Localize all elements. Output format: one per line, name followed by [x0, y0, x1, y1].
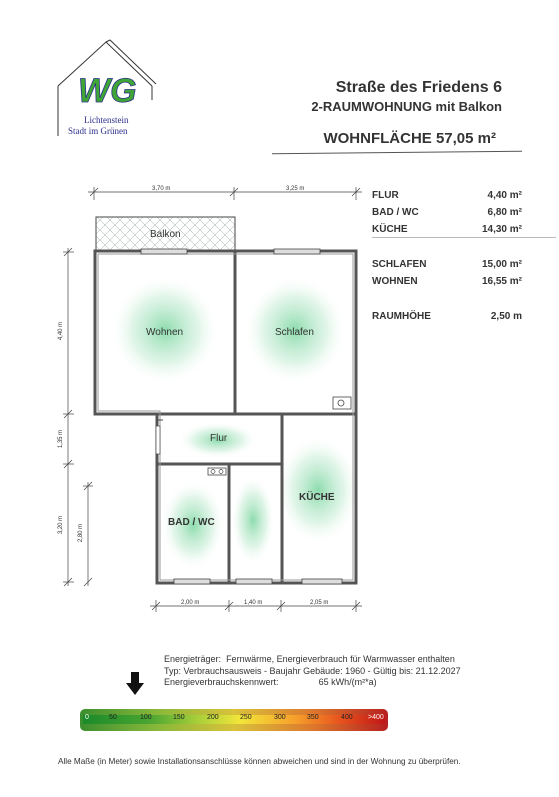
room-name: KÜCHE	[372, 224, 408, 235]
dim-left-1: 4,40 m	[58, 321, 65, 341]
dim-left-3: 3,20 m	[58, 515, 65, 535]
energy-value-label: Energieverbrauchskennwert:	[164, 677, 279, 687]
room-name: SCHLAFEN	[372, 259, 427, 270]
dim-top-1: 3,70 m	[152, 186, 171, 192]
dim-bottom-1: 2,00 m	[181, 600, 200, 606]
living-area-title: WOHNFLÄCHE 57,05 m²	[323, 130, 496, 147]
room-label-wohnen: Wohnen	[146, 327, 184, 338]
room-value: 4,40 m²	[487, 190, 522, 201]
dim-bottom-2: 1,40 m	[244, 600, 263, 606]
scale-tick: 400	[341, 714, 353, 721]
scale-tick: 150	[173, 714, 185, 721]
room-name: BAD / WC	[372, 207, 419, 218]
dimension-top	[88, 187, 362, 200]
room-value: 16,55 m²	[481, 276, 522, 287]
energy-scale-ticks	[80, 714, 388, 724]
scale-tick: 250	[240, 714, 252, 721]
address-title: Straße des Friedens 6	[335, 79, 502, 96]
room-row-flur	[372, 190, 522, 202]
room-row-schlafen	[372, 259, 522, 271]
room-value: 6,80 m²	[487, 207, 522, 218]
room-row-wohnen	[372, 276, 522, 288]
boiler-icon	[333, 397, 351, 409]
disclaimer-footer: Alle Maße (in Meter) sowie Installationsanschlüsse können abweichen und sind in der Wohnung zu überprüfen.	[58, 757, 461, 766]
apartment-type: 2-RAUMWOHNUNG mit Balkon	[311, 99, 502, 114]
room-label-bad: BAD / WC	[168, 517, 215, 528]
scale-tick: 300	[274, 714, 286, 721]
room-name: FLUR	[372, 190, 399, 201]
room-row-kueche	[372, 224, 522, 236]
certificate-type: Typ: Verbrauchsausweis - Baujahr Gebäude: 1960 - Gültig bis: 21.12.2027	[164, 665, 461, 676]
scale-tick: 350	[307, 714, 319, 721]
room-value: 15,00 m²	[481, 259, 522, 270]
energy-carrier-value: Fernwärme, Energieverbrauch für Warmwasser enthalten	[226, 654, 455, 664]
dim-top-2: 3,25 m	[286, 186, 305, 192]
room-name: RAUMHÖHE	[372, 311, 431, 322]
energy-scale	[80, 703, 388, 736]
title-underline	[272, 151, 522, 155]
dim-left-4: 2,80 m	[78, 523, 85, 543]
svg-text:WG: WG	[78, 72, 137, 110]
room-value: 14,30 m²	[481, 224, 522, 235]
room-name: WOHNEN	[372, 276, 418, 287]
scale-tick: 0	[85, 714, 89, 721]
energy-info	[164, 654, 461, 689]
logo-city-line2: Stadt im Grünen	[68, 126, 128, 136]
room-row-raumhoehe	[372, 311, 522, 323]
dim-left-2: 1,35 m	[58, 429, 65, 449]
logo-city-line1: Lichtenstein	[84, 115, 129, 125]
room-label-balkon: Balkon	[150, 229, 181, 240]
room-label-flur: Flur	[210, 433, 228, 444]
scale-tick: >400	[368, 714, 384, 721]
table-divider	[372, 237, 556, 238]
energy-value: 65 kWh/(m²*a)	[318, 677, 377, 687]
room-label-schlafen: Schlafen	[275, 327, 314, 338]
room-label-kueche: KÜCHE	[299, 492, 335, 503]
scale-tick: 50	[109, 714, 117, 721]
arrow-down-icon	[126, 672, 144, 696]
room-row-bad	[372, 207, 522, 219]
scale-tick: 200	[207, 714, 219, 721]
dim-bottom-3: 2,05 m	[310, 600, 329, 606]
room-value: 2,50 m	[490, 311, 522, 322]
energy-carrier-label: Energieträger:	[164, 654, 222, 664]
scale-tick: 100	[140, 714, 152, 721]
